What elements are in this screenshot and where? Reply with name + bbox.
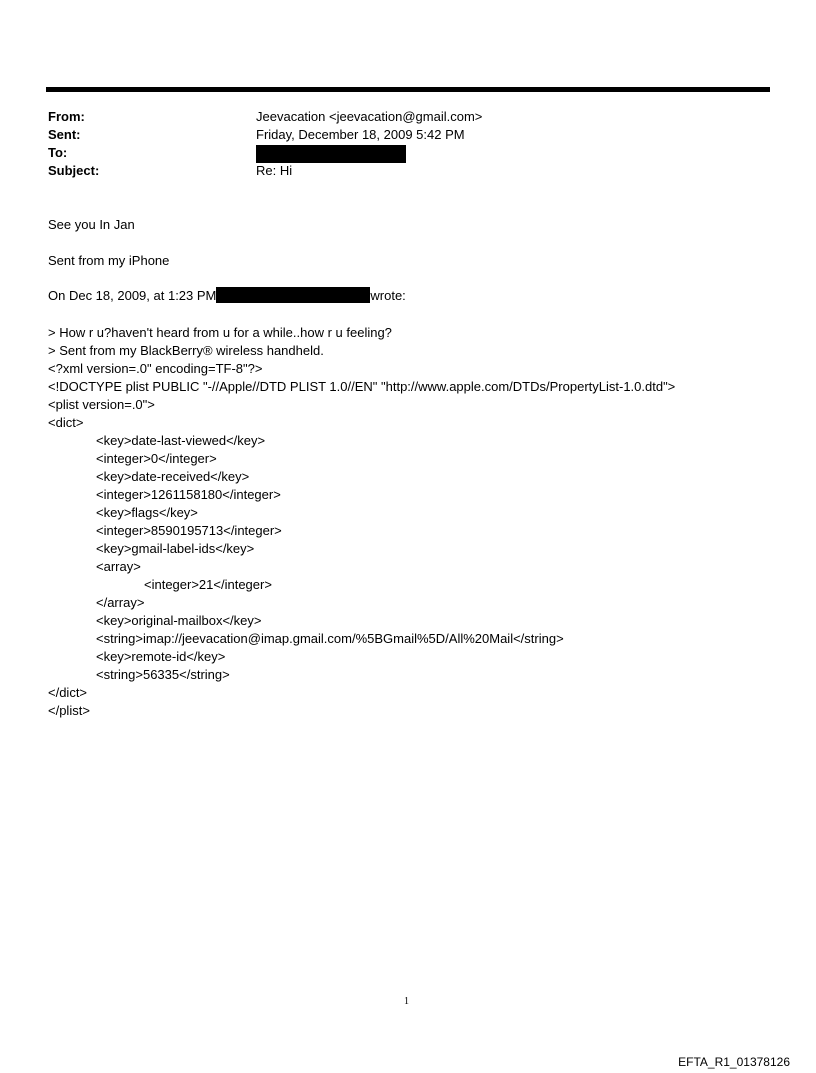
- quoted-line: <key>flags</key>: [96, 505, 198, 520]
- quote-intro: [48, 287, 406, 305]
- quoted-line: </plist>: [48, 703, 90, 718]
- body-line-2: Sent from my iPhone: [48, 253, 170, 268]
- quoted-line: > How r u?haven't heard from u for a while..how r u feeling?: [48, 325, 392, 340]
- sent-label: Sent:: [48, 127, 81, 142]
- quoted-line: <array>: [96, 559, 141, 574]
- quoted-line: <string>imap://jeevacation@imap.gmail.com/%5BGmail%5D/All%20Mail</string>: [96, 631, 564, 646]
- quote-intro-suffix: wrote:: [370, 288, 406, 303]
- quoted-line: <key>gmail-label-ids</key>: [96, 541, 255, 556]
- quoted-line: </array>: [96, 595, 145, 610]
- bates-number: EFTA_R1_01378126: [678, 1055, 790, 1069]
- redaction-box: [256, 145, 406, 163]
- quoted-line: <key>remote-id</key>: [96, 649, 226, 664]
- quoted-line: <dict>: [48, 415, 84, 430]
- subject-value: Re: Hi: [256, 163, 293, 178]
- from-value: Jeevacation <jeevacation@gmail.com>: [256, 109, 483, 124]
- subject-label: Subject:: [48, 163, 100, 178]
- to-label: To:: [48, 145, 68, 160]
- quoted-line: > Sent from my BlackBerry® wireless handheld.: [48, 343, 324, 358]
- quoted-line: <key>original-mailbox</key>: [96, 613, 262, 628]
- header-rule: [46, 87, 770, 92]
- from-label: From:: [48, 109, 85, 124]
- quoted-line: <string>56335</string>: [96, 667, 230, 682]
- quoted-line: <integer>1261158180</integer>: [96, 487, 281, 502]
- quoted-line: <plist version=.0">: [48, 397, 155, 412]
- page-number: 1: [404, 996, 409, 1007]
- quoted-line: <?xml version=.0" encoding=TF-8"?>: [48, 361, 263, 376]
- quoted-line: </dict>: [48, 685, 88, 700]
- quoted-line: <integer>0</integer>: [96, 451, 217, 466]
- quoted-line: <key>date-last-viewed</key>: [96, 433, 266, 448]
- body-line-1: See you In Jan: [48, 217, 135, 232]
- sent-value: Friday, December 18, 2009 5:42 PM: [256, 127, 465, 142]
- quoted-line: <integer>8590195713</integer>: [96, 523, 282, 538]
- quoted-line: <integer>21</integer>: [144, 577, 272, 592]
- quote-intro-prefix: On Dec 18, 2009, at 1:23 PM: [48, 288, 217, 303]
- quoted-line: <key>date-received</key>: [96, 469, 250, 484]
- redaction-box: [216, 287, 370, 303]
- quoted-line: <!DOCTYPE plist PUBLIC "-//Apple//DTD PLIST 1.0//EN" "http://www.apple.com/DTDs/PropertyList-1.0.dtd">: [48, 379, 676, 394]
